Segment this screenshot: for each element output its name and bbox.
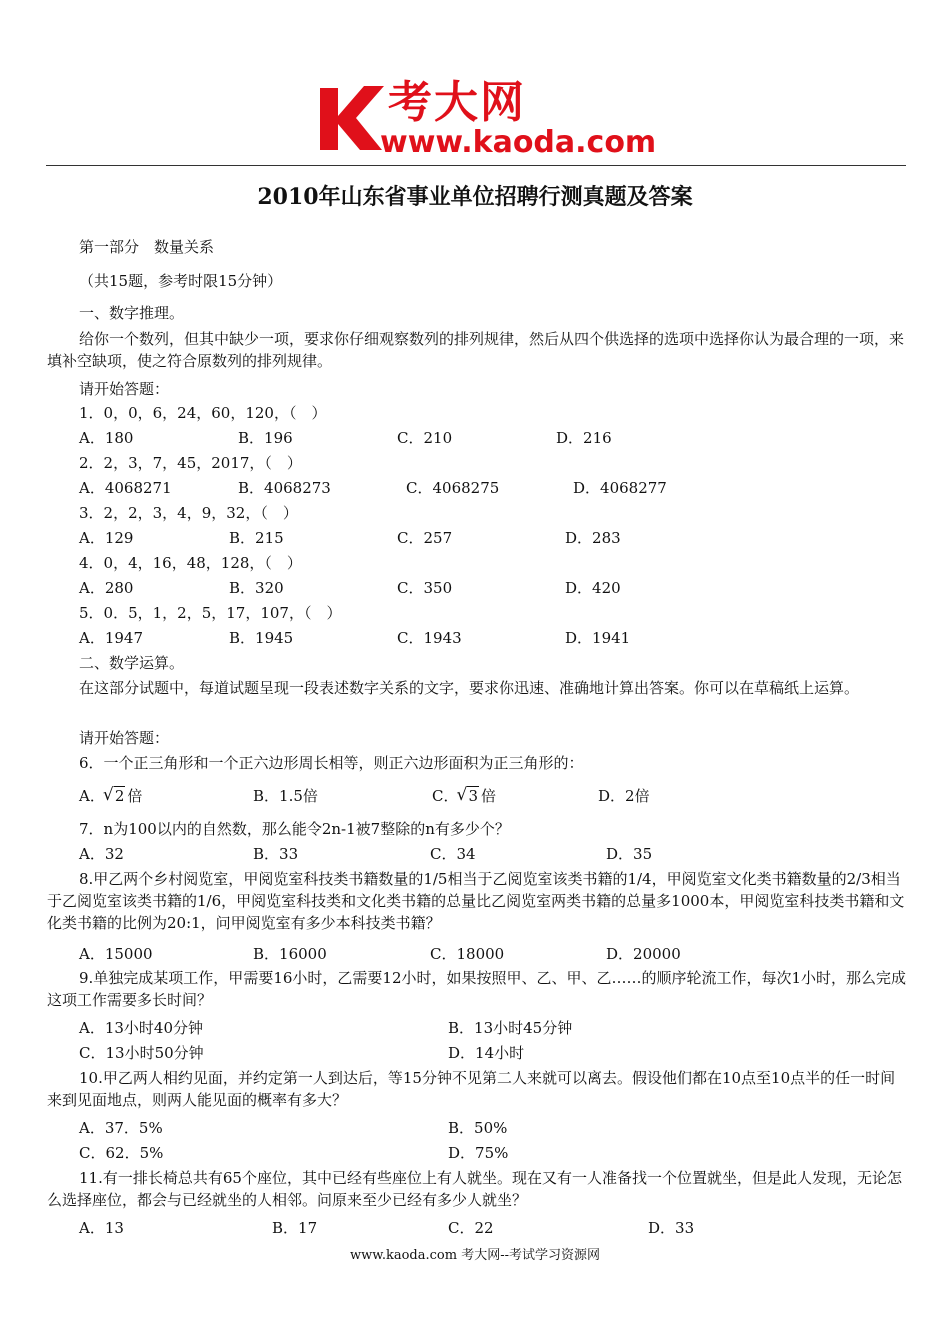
question-5-option-a: A．1947 xyxy=(79,629,144,647)
question-10-option-c: C．62．5% xyxy=(79,1144,164,1162)
site-logo xyxy=(318,77,657,160)
part-note: （共15题，参考时限15分钟） xyxy=(79,272,283,290)
option-suffix: 倍 xyxy=(127,787,143,805)
question-9-stem: 9.单独完成某项工作，甲需要16小时，乙需要12小时，如果按照甲、乙、甲、乙……的顺序轮流工作，每次1小时，那么完成这项工作需要多长时间？ xyxy=(47,969,907,1009)
option-suffix: 倍 xyxy=(481,787,497,805)
section1-description: 给你一个数列，但其中缺少一项，要求你仔细观察数列的排列规律，然后从四个供选择的选项中选择你认为最合理的一项，来填补空缺项，使之符合原数列的排列规律。 xyxy=(47,330,905,370)
question-1-option-b: B．196 xyxy=(238,429,293,447)
header-divider xyxy=(46,165,906,166)
question-2-option-b: B．4068273 xyxy=(238,479,331,497)
logo-k-icon xyxy=(318,80,388,152)
document-title: 2010年山东省事业单位招聘行测真题及答案 xyxy=(257,184,693,210)
question-11-option-c: C．22 xyxy=(448,1219,494,1237)
question-2-stem: 2．2，3，7，45，2017，（ ） xyxy=(79,454,302,472)
question-10-option-b: B．50% xyxy=(448,1119,508,1137)
question-7-option-b: B．33 xyxy=(253,845,299,863)
question-9-option-b: B．13小时45分钟 xyxy=(448,1019,573,1037)
question-2-option-a: A．4068271 xyxy=(79,479,172,497)
radicand: 3 xyxy=(468,787,479,805)
question-7-option-a: A．32 xyxy=(79,845,124,863)
section1-heading: 一、数字推理。 xyxy=(79,304,185,322)
question-11-option-b: B．17 xyxy=(272,1219,318,1237)
section1-start: 请开始答题： xyxy=(79,380,170,398)
question-6-option-a xyxy=(79,785,142,807)
question-4-option-b: B．320 xyxy=(229,579,284,597)
question-8-option-b: B．16000 xyxy=(253,945,327,963)
question-2-option-d: D．4068277 xyxy=(573,479,667,497)
question-4-option-a: A．280 xyxy=(79,579,134,597)
question-9-option-d: D．14小时 xyxy=(448,1044,525,1062)
question-6-option-d: D．2倍 xyxy=(598,787,650,805)
question-9-option-a: A．13小时40分钟 xyxy=(79,1019,204,1037)
question-5-option-c: C．1943 xyxy=(397,629,462,647)
option-prefix: C． xyxy=(432,787,459,805)
sqrt-icon xyxy=(105,785,126,807)
question-3-stem: 3．2，2，3，4，9，32，（ ） xyxy=(79,504,298,522)
question-5-option-b: B．1945 xyxy=(229,629,294,647)
logo-url: www.kaoda.com xyxy=(380,125,657,160)
section2-heading: 二、数学运算。 xyxy=(79,654,185,672)
question-4-option-c: C．350 xyxy=(397,579,453,597)
question-1-option-c: C．210 xyxy=(397,429,453,447)
question-6-stem: 6．一个正三角形和一个正六边形周长相等，则正六边形面积为正三角形的： xyxy=(79,754,584,772)
question-7-stem: 7．n为100以内的自然数，那么能令2n-1被7整除的n有多少个？ xyxy=(79,820,510,838)
question-1-stem: 1．0，0，6，24，60，120，（ ） xyxy=(79,404,327,422)
question-6-option-c xyxy=(432,785,496,807)
question-8-option-c: C．18000 xyxy=(430,945,505,963)
page-footer: www.kaoda.com 考大网--考试学习资源网 xyxy=(350,1248,600,1263)
question-11-stem: 11.有一排长椅总共有65个座位，其中已经有些座位上有人就坐。现在又有一人准备找一个位置就坐，但是此人发现，无论怎么选择座位，都会与已经就坐的人相邻。问原来至少已经有多少人就坐？ xyxy=(47,1169,902,1209)
question-1-option-a: A．180 xyxy=(79,429,134,447)
question-7-option-d: D．35 xyxy=(606,845,653,863)
question-8-stem: 8.甲乙两个乡村阅览室，甲阅览室科技类书籍数量的1/5相当于乙阅览室该类书籍的1/4，甲阅览室文化类书籍数量的2/3相当于乙阅览室该类书籍的1/6，甲阅览室科技类和文化类书籍的总量比乙阅览室两类书籍的总量多1000本，甲阅览室科技类书籍和文化类书籍的比例为20:1，问甲阅览室有多少本科技类书籍？ xyxy=(47,870,905,932)
question-9-option-c: C．13小时50分钟 xyxy=(79,1044,204,1062)
section2-description: 在这部分试题中，每道试题呈现一段表述数字关系的文字，要求你迅速、准确地计算出答案。你可以在草稿纸上运算。 xyxy=(79,679,860,697)
question-3-option-b: B．215 xyxy=(229,529,284,547)
question-11-option-a: A．13 xyxy=(79,1219,124,1237)
question-3-option-c: C．257 xyxy=(397,529,453,547)
question-3-option-a: A．129 xyxy=(79,529,134,547)
question-1-option-d: D．216 xyxy=(556,429,612,447)
question-10-option-d: D．75% xyxy=(448,1144,509,1162)
question-8-option-d: D．20000 xyxy=(606,945,681,963)
question-4-stem: 4．0，4，16，48，128，（ ） xyxy=(79,554,302,572)
question-3-option-d: D．283 xyxy=(565,529,621,547)
question-10-stem: 10.甲乙两人相约见面，并约定第一人到达后，等15分钟不见第二人来就可以离去。假设他们都在10点至10点半的任一时间来到见面地点，则两人能见面的概率有多大？ xyxy=(47,1069,896,1109)
logo-title: 考大网 xyxy=(388,77,526,128)
question-4-option-d: D．420 xyxy=(565,579,621,597)
section2-start: 请开始答题： xyxy=(79,729,170,747)
part-heading: 第一部分 数量关系 xyxy=(79,238,215,256)
question-6-option-b: B．1.5倍 xyxy=(253,787,318,805)
radicand: 2 xyxy=(114,787,125,805)
sqrt-icon xyxy=(458,785,479,807)
question-11-option-d: D．33 xyxy=(648,1219,695,1237)
question-2-option-c: C．4068275 xyxy=(406,479,500,497)
question-5-stem: 5．0．5，1，2，5，17，107，（ ） xyxy=(79,604,342,622)
question-8-option-a: A．15000 xyxy=(79,945,153,963)
question-7-option-c: C．34 xyxy=(430,845,476,863)
question-5-option-d: D．1941 xyxy=(565,629,631,647)
option-prefix: A． xyxy=(79,787,105,805)
question-10-option-a: A．37．5% xyxy=(79,1119,163,1137)
